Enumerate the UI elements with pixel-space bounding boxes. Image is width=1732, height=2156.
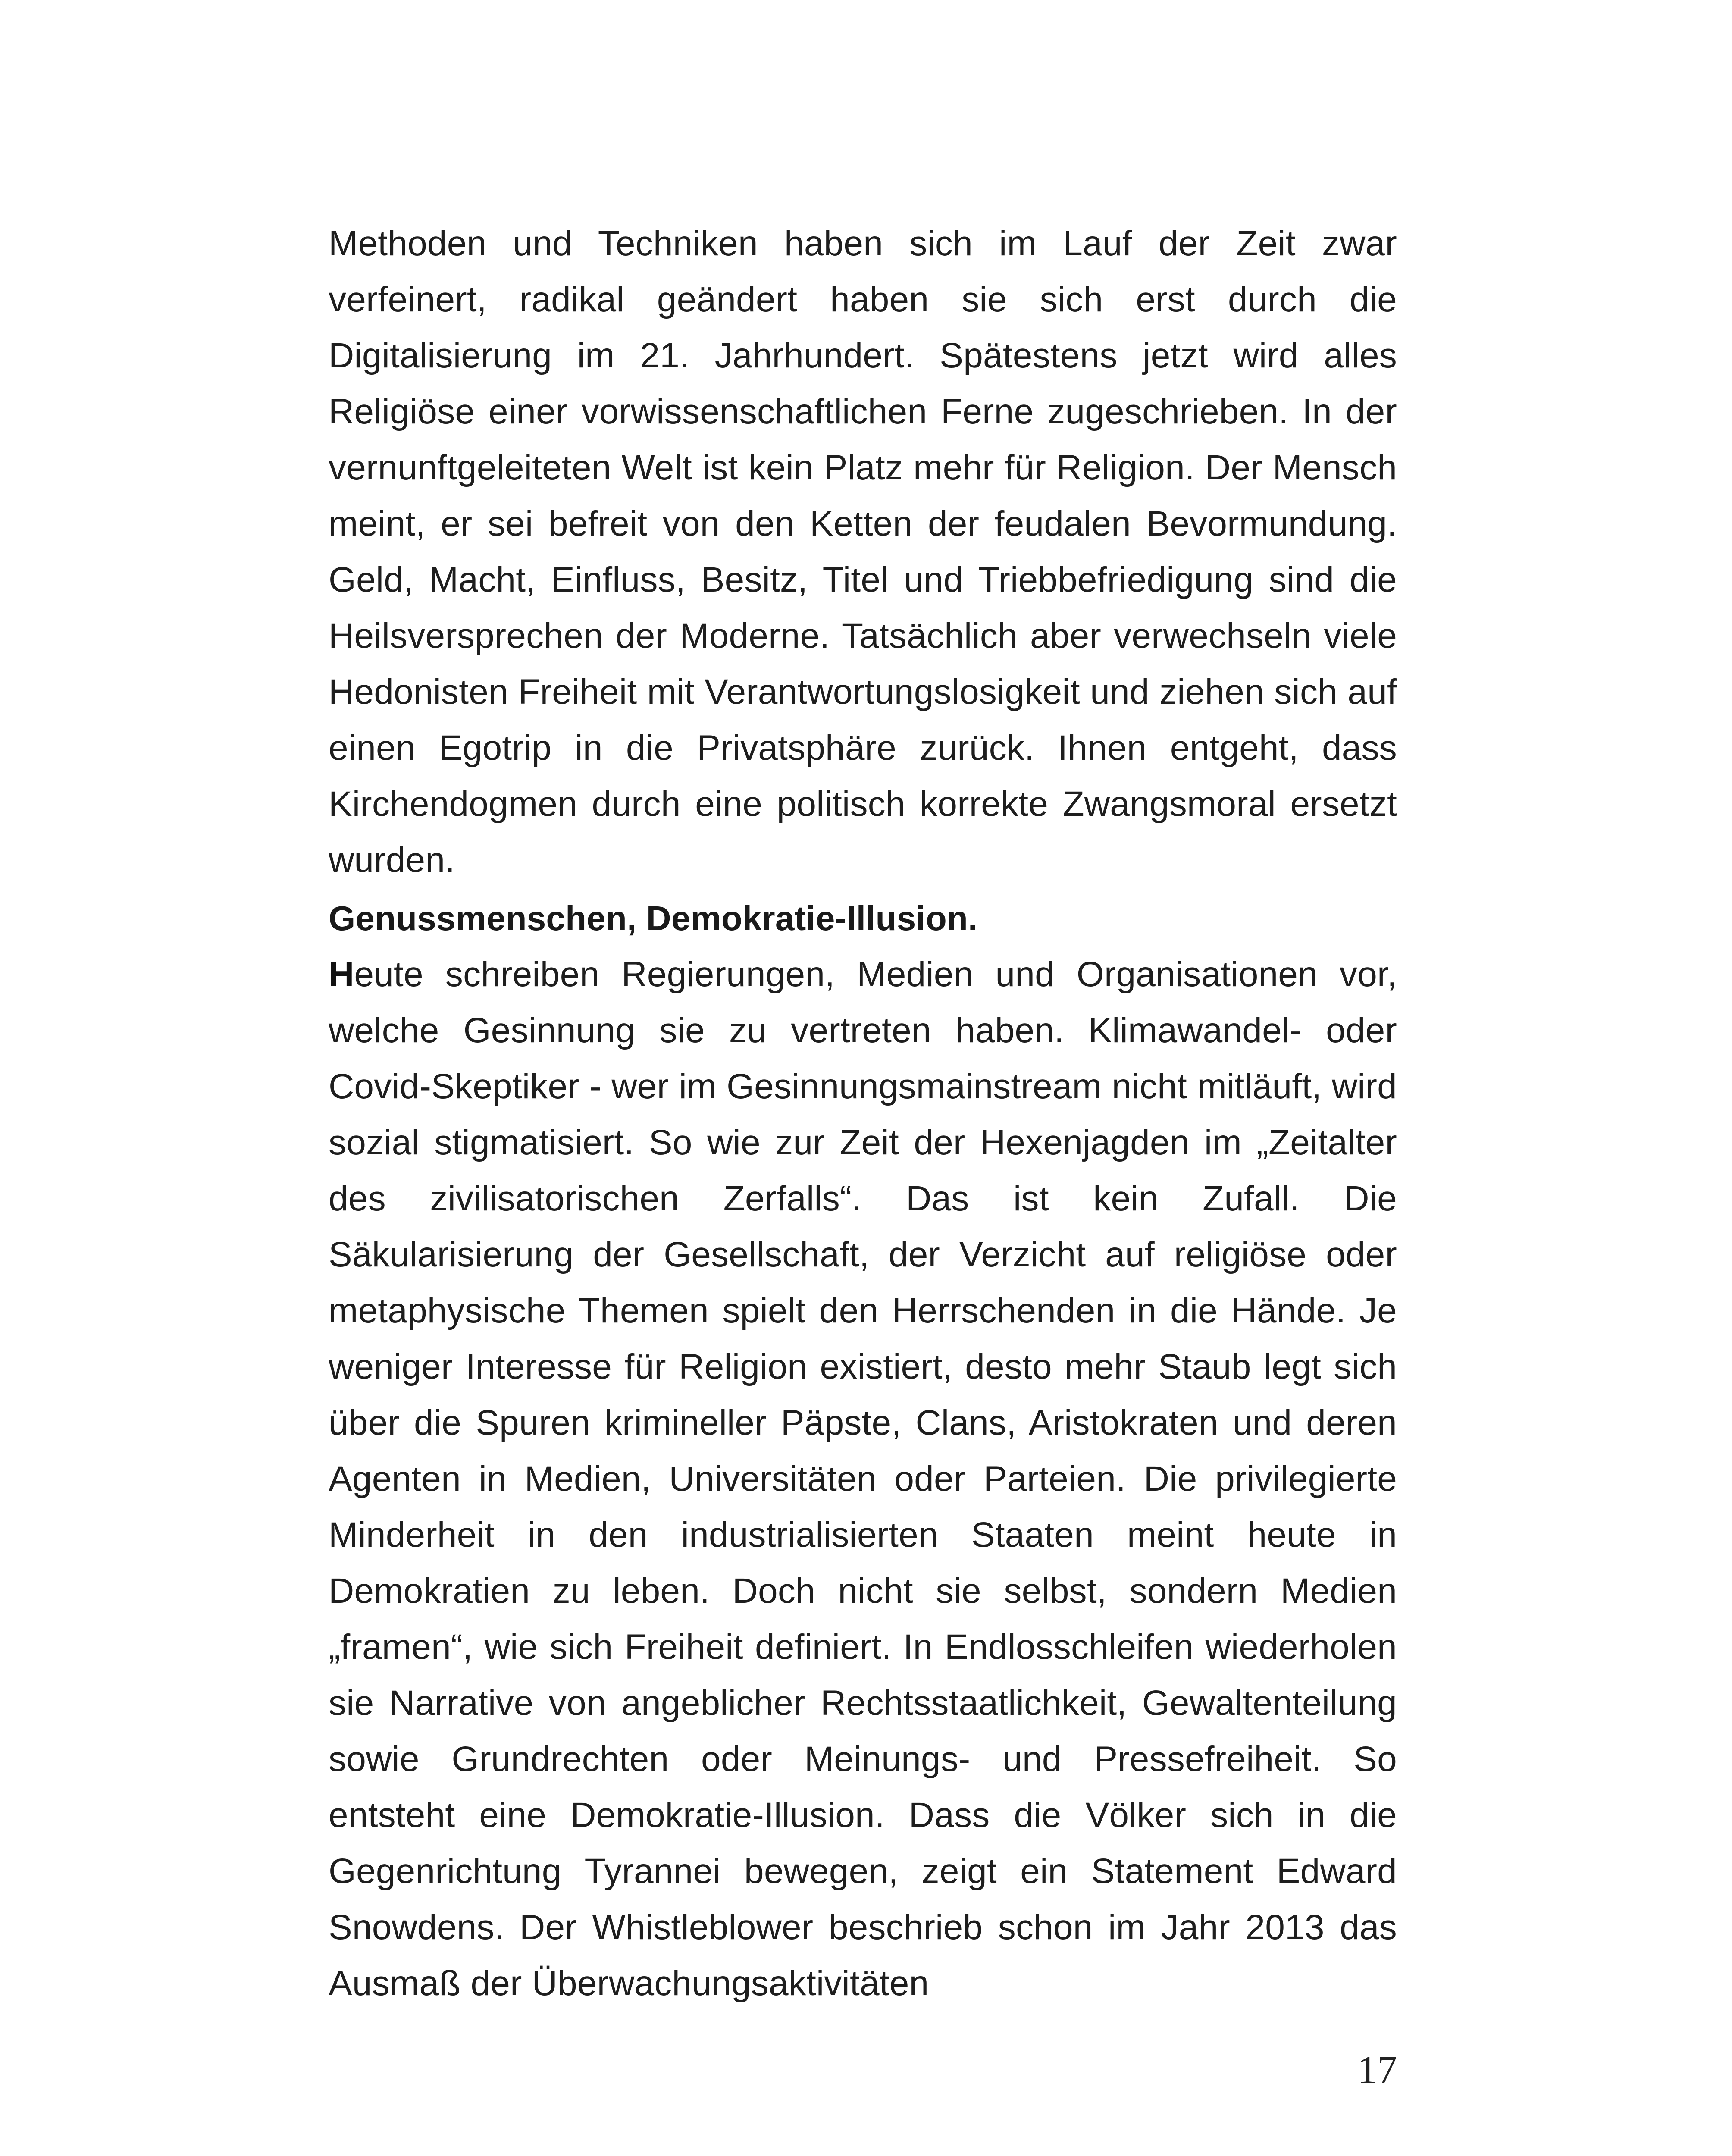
- page-number: 17: [1357, 2048, 1397, 2092]
- body-paragraph-2-text: eute schreiben Regierungen, Medien und Organisationen vor, welche Gesinnung sie zu vertreten haben. Klimawandel- oder Covid-Skeptiker - wer im Gesinnungsmainstream nicht mitläuft, wird sozial stigmatisiert. So wie zur Zeit der Hexenjagden im „Zeitalter des zivilisatorischen Zerfalls“. Das ist kein Zufall. Die Säkularisierung der Gesellschaft, der Verzicht auf religiöse oder metaphysische Themen spielt den Herrschenden in die Hände. Je weniger Interesse für Religion existiert, desto mehr Staub legt sich über die Spuren krimineller Päpste, Clans, Aristokraten und deren Agenten in Medien, Universitäten oder Parteien. Die privilegierte Minderheit in den industrialisierten Staaten meint heute in Demokratien zu leben. Doch nicht sie selbst, sondern Medien „framen“, wie sich Freiheit definiert. In Endlosschleifen wiederholen sie Narrative von angeblicher Rechtsstaatlichkeit, Gewaltenteilung sowie Grundrechten oder Meinungs- und Pressefreiheit. So entsteht eine Demokratie-Illusion. Dass die Völker sich in die Gegenrichtung Tyrannei bewegen, zeigt ein Statement Edward Snowdens. Der Whistleblower beschrieb schon im Jahr 2013 das Ausmaß der Überwachungsaktivitäten: [329, 955, 1397, 2003]
- section-heading: Genussmenschen, Demokratie-Illusion.: [329, 899, 978, 937]
- paragraph-initial-letter: H: [329, 955, 354, 994]
- body-paragraph-1: Methoden und Techniken haben sich im Lauf der Zeit zwar verfeinert, radikal geändert haben sie sich erst durch die Digitalisierung im 21. Jahrhundert. Spätestens jetzt wird alles Religiöse einer vorwissenschaftlichen Ferne zugeschrieben. In der vernunftgeleiteten Welt ist kein Platz mehr für Religion. Der Mensch meint, er sei befreit von den Ketten der feudalen Bevormundung. Geld, Macht, Einfluss, Besitz, Titel und Triebbefriedigung sind die Heilsversprechen der Moderne. Tatsächlich aber verwechseln viele Hedonisten Freiheit mit Verantwortungslosigkeit und ziehen sich auf einen Egotrip in die Privatsphäre zurück. Ihnen entgeht, dass Kirchendogmen durch eine politisch korrekte Zwangsmoral ersetzt wurden.: [329, 224, 1397, 880]
- body-paragraph-2: [329, 946, 1397, 2012]
